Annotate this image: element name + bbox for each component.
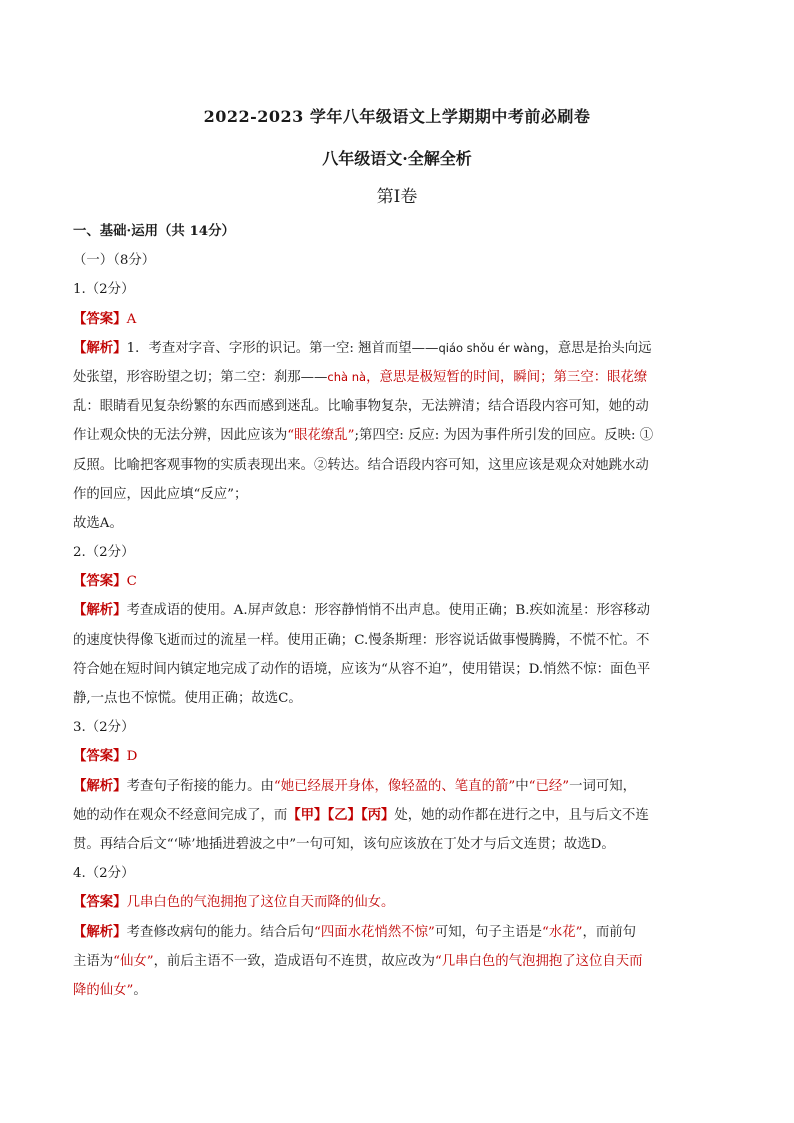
answer-value: 几串白色的气泡拥抱了这位自天而降的仙女。 xyxy=(126,895,395,911)
analysis-text: 处张望，形容盼望之切；第二空：刹那—— xyxy=(73,369,328,385)
question-number: 2.（2分） xyxy=(73,545,135,561)
analysis-line xyxy=(73,334,723,363)
answer-value: C xyxy=(126,574,137,590)
analysis-text: ，前后主语不一致，造成语句不连贯，故应改为 xyxy=(153,953,435,969)
answer-line xyxy=(73,742,723,771)
analysis-text: 一词可知， xyxy=(569,778,637,794)
answer-line xyxy=(73,567,723,596)
analysis-text: 中 xyxy=(515,778,529,794)
analysis-line: 乱：眼睛看见复杂纷繁的东西而感到迷乱。比喻事物复杂，无法辨清；结合语段内容可知，她的动 xyxy=(73,399,649,415)
analysis-tag: 【解析】 xyxy=(73,923,127,940)
analysis-line: 符合她在短时间内镇定地完成了动作的语境，应该为“从容不迫”，使用错误；D.悄然不惊：面色平 xyxy=(73,661,651,677)
highlight-text: “水花” xyxy=(541,924,583,940)
analysis-tag: 【解析】 xyxy=(73,602,127,619)
highlight-text: “眼花缭乱” xyxy=(287,428,355,444)
answer-tag: 【答案】 xyxy=(73,748,127,765)
analysis-line xyxy=(73,421,723,450)
answer-tag: 【答案】 xyxy=(73,310,127,327)
analysis-text: 可知，句子主语是 xyxy=(434,924,542,940)
highlight-text: “几串白色的气泡拥抱了这位自天而 xyxy=(434,953,643,969)
analysis-text: ;第四空: 反应: 为因为事件所引发的回应。反映: ① xyxy=(354,428,654,444)
analysis-text: ，意思是抬头向远 xyxy=(544,340,652,356)
highlight-text: ，意思是极短暂的时间，瞬间；第三空：眼花缭 xyxy=(366,369,648,385)
question-number: 1.（2分） xyxy=(73,282,135,298)
highlight-text: “四面水花悄然不惊” xyxy=(314,924,435,940)
conclusion-line: 故选A。 xyxy=(73,515,123,531)
question-number: 4.（2分） xyxy=(73,866,135,882)
answer-value: A xyxy=(126,311,137,327)
pinyin-text: chà nà xyxy=(327,369,367,384)
answer-tag: 【答案】 xyxy=(73,894,127,911)
analysis-line xyxy=(73,363,723,392)
analysis-text: ，而前句 xyxy=(582,924,637,940)
analysis-text: 考查修改病句的能力。结合后句 xyxy=(126,924,315,940)
answer-line xyxy=(73,305,723,334)
highlight-text: “已经” xyxy=(528,778,570,794)
analysis-text: 1．考查对字音、字形的识记。第一空: 翘首而望—— xyxy=(126,340,439,356)
analysis-line: 反照。比喻把客观事物的实质表现出来。②转达。结合语段内容可知，这里应该是观众对她跳水动 xyxy=(73,457,649,473)
analysis-text: 考查成语的使用。A.屏声敛息：形容静悄悄不出声息。使用正确；B.疾如流星：形容移动 xyxy=(126,603,651,619)
analysis-text: 她的动作在观众不经意间完成了，而 xyxy=(73,807,288,823)
analysis-line xyxy=(73,976,723,1005)
position-markers: 【甲】【乙】【丙】 xyxy=(287,806,395,823)
analysis-line: 贯。再结合后文“‘哧’地插进碧波之中”一句可知，该句应该放在丁处才与后文连贯；故选D。 xyxy=(73,836,615,852)
document-title: 2022-2023 学年八年级语文上学期期中考前必刷卷 xyxy=(203,107,591,126)
analysis-text: 处，她的动作都在进行之中，且与后文不连 xyxy=(394,807,649,823)
analysis-line xyxy=(73,801,723,830)
analysis-line xyxy=(73,918,723,947)
analysis-line: 的速度快得像飞逝而过的流星一样。使用正确；C.慢条斯理：形容说话做事慢腾腾，不慌不忙。不 xyxy=(73,632,650,648)
answer-value: D xyxy=(126,749,138,765)
answer-line xyxy=(73,888,723,917)
analysis-tag: 【解析】 xyxy=(73,339,127,356)
highlight-text: 降的仙女” xyxy=(73,982,134,998)
analysis-line: 作的回应，因此应填“反应”； xyxy=(73,486,248,502)
question-number: 3.（2分） xyxy=(73,720,135,736)
document-subtitle: 八年级语文·全解全析 xyxy=(322,149,472,168)
analysis-text: 作让观众快的无法分辨，因此应该为 xyxy=(73,428,288,444)
analysis-line: 静,一点也不惊慌。使用正确；故选C。 xyxy=(73,691,302,706)
volume-heading: 第Ⅰ卷 xyxy=(376,187,418,207)
document-body xyxy=(73,217,723,1005)
analysis-line xyxy=(73,596,723,625)
highlight-text: “仙女” xyxy=(113,953,154,969)
analysis-text: 考查句子衔接的能力。由 xyxy=(126,778,274,794)
highlight-text: “她已经展开身体，像轻盈的、笔直的箭” xyxy=(273,778,516,794)
part-heading: （一）（8分） xyxy=(73,253,156,269)
analysis-line xyxy=(73,772,723,801)
analysis-text: 主语为 xyxy=(73,953,114,969)
section-heading: 一、基础·运用（共 14分） xyxy=(73,223,235,239)
analysis-tag: 【解析】 xyxy=(73,777,127,794)
answer-tag: 【答案】 xyxy=(73,573,127,590)
analysis-text: 。 xyxy=(133,982,147,998)
analysis-line xyxy=(73,947,723,976)
pinyin-text: qiáo shǒu ér wàng xyxy=(438,340,545,355)
